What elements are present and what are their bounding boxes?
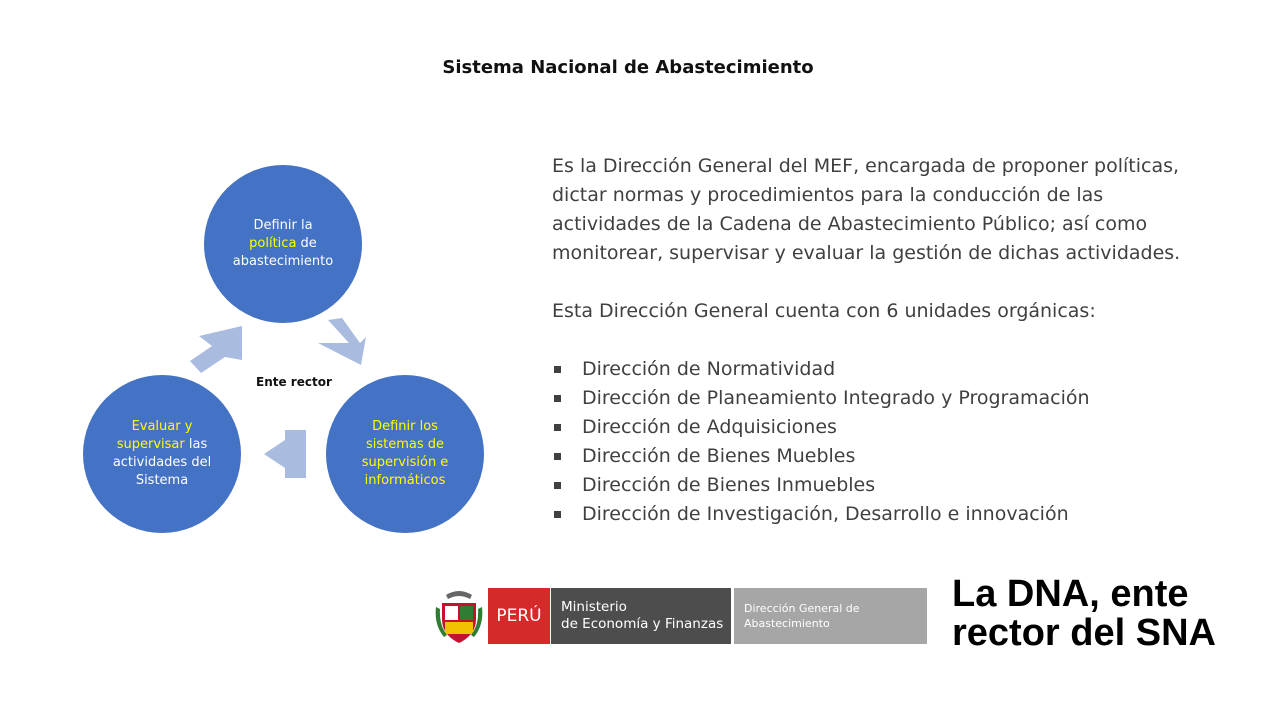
circle-evaluate-supervise <box>83 375 241 533</box>
circle-top-line2-post: de <box>296 236 317 251</box>
center-label: Ente rector <box>256 375 332 389</box>
dna-heading <box>952 575 1216 653</box>
circle-left-line2-post: las <box>184 437 208 452</box>
circle-left-line4: Sistema <box>135 473 189 488</box>
arrow-left-to-top <box>190 326 242 373</box>
circle-top-line2 <box>233 235 333 253</box>
mef-logo-bar <box>434 585 930 647</box>
circle-left-line2 <box>113 436 211 454</box>
ministry-label <box>551 588 731 644</box>
cycle-diagram <box>78 160 493 540</box>
description-block <box>552 152 1232 529</box>
unit-item: Dirección de Bienes Muebles <box>552 442 1232 471</box>
description-paragraph <box>552 152 1232 268</box>
description-line: dictar normas y procedimientos para la conducción de las <box>552 184 1104 206</box>
circle-right-line3: supervisión e <box>361 455 449 470</box>
description-line: actividades de la Cadena de Abastecimiento Público; así como <box>552 213 1148 235</box>
description-line: monitorear, supervisar y evaluar la gestión de dichas actividades. <box>552 242 1181 264</box>
dna-line1: La DNA, ente <box>952 573 1189 615</box>
coat-of-arms-icon <box>434 585 484 647</box>
circle-top-line1: Definir la <box>253 218 313 233</box>
description-line: Es la Dirección General del MEF, encargada de proponer políticas, <box>552 155 1180 177</box>
unit-item: Dirección de Bienes Inmuebles <box>552 471 1232 500</box>
unit-item: Dirección de Adquisiciones <box>552 413 1232 442</box>
unit-item: Dirección de Normatividad <box>552 355 1232 384</box>
circle-left-line1: Evaluar y <box>131 419 193 434</box>
units-intro: Esta Dirección General cuenta con 6 unidades orgánicas: <box>552 300 1096 322</box>
ministry-line2: de Economía y Finanzas <box>561 616 724 632</box>
circle-right-line2: sistemas de <box>365 437 445 452</box>
dga-line1: Dirección General de <box>744 602 860 615</box>
circle-define-systems <box>326 375 484 533</box>
highlight-supervisar: supervisar <box>116 437 185 452</box>
arrow-top-to-right <box>318 318 366 365</box>
unit-item: Dirección de Planeamiento Integrado y Programación <box>552 384 1232 413</box>
peru-label: PERÚ <box>488 588 550 644</box>
arrow-right-to-left <box>264 430 306 478</box>
dga-label <box>734 588 927 644</box>
circle-top-line3: abastecimiento <box>232 254 334 269</box>
ministry-line1: Ministerio <box>561 599 627 615</box>
dna-line2: rector del SNA <box>952 612 1216 654</box>
unit-item: Dirección de Investigación, Desarrollo e innovación <box>552 500 1232 529</box>
slide-title: Sistema Nacional de Abastecimiento <box>442 57 814 78</box>
units-list <box>552 355 1232 529</box>
circle-left-line3: actividades del <box>112 455 212 470</box>
circle-define-policy <box>204 165 362 323</box>
circle-right-line4: informáticos <box>364 473 446 488</box>
circle-right-line1: Definir los <box>372 419 438 434</box>
highlight-politica: política <box>249 236 297 251</box>
dga-line2: Abastecimiento <box>744 617 830 630</box>
